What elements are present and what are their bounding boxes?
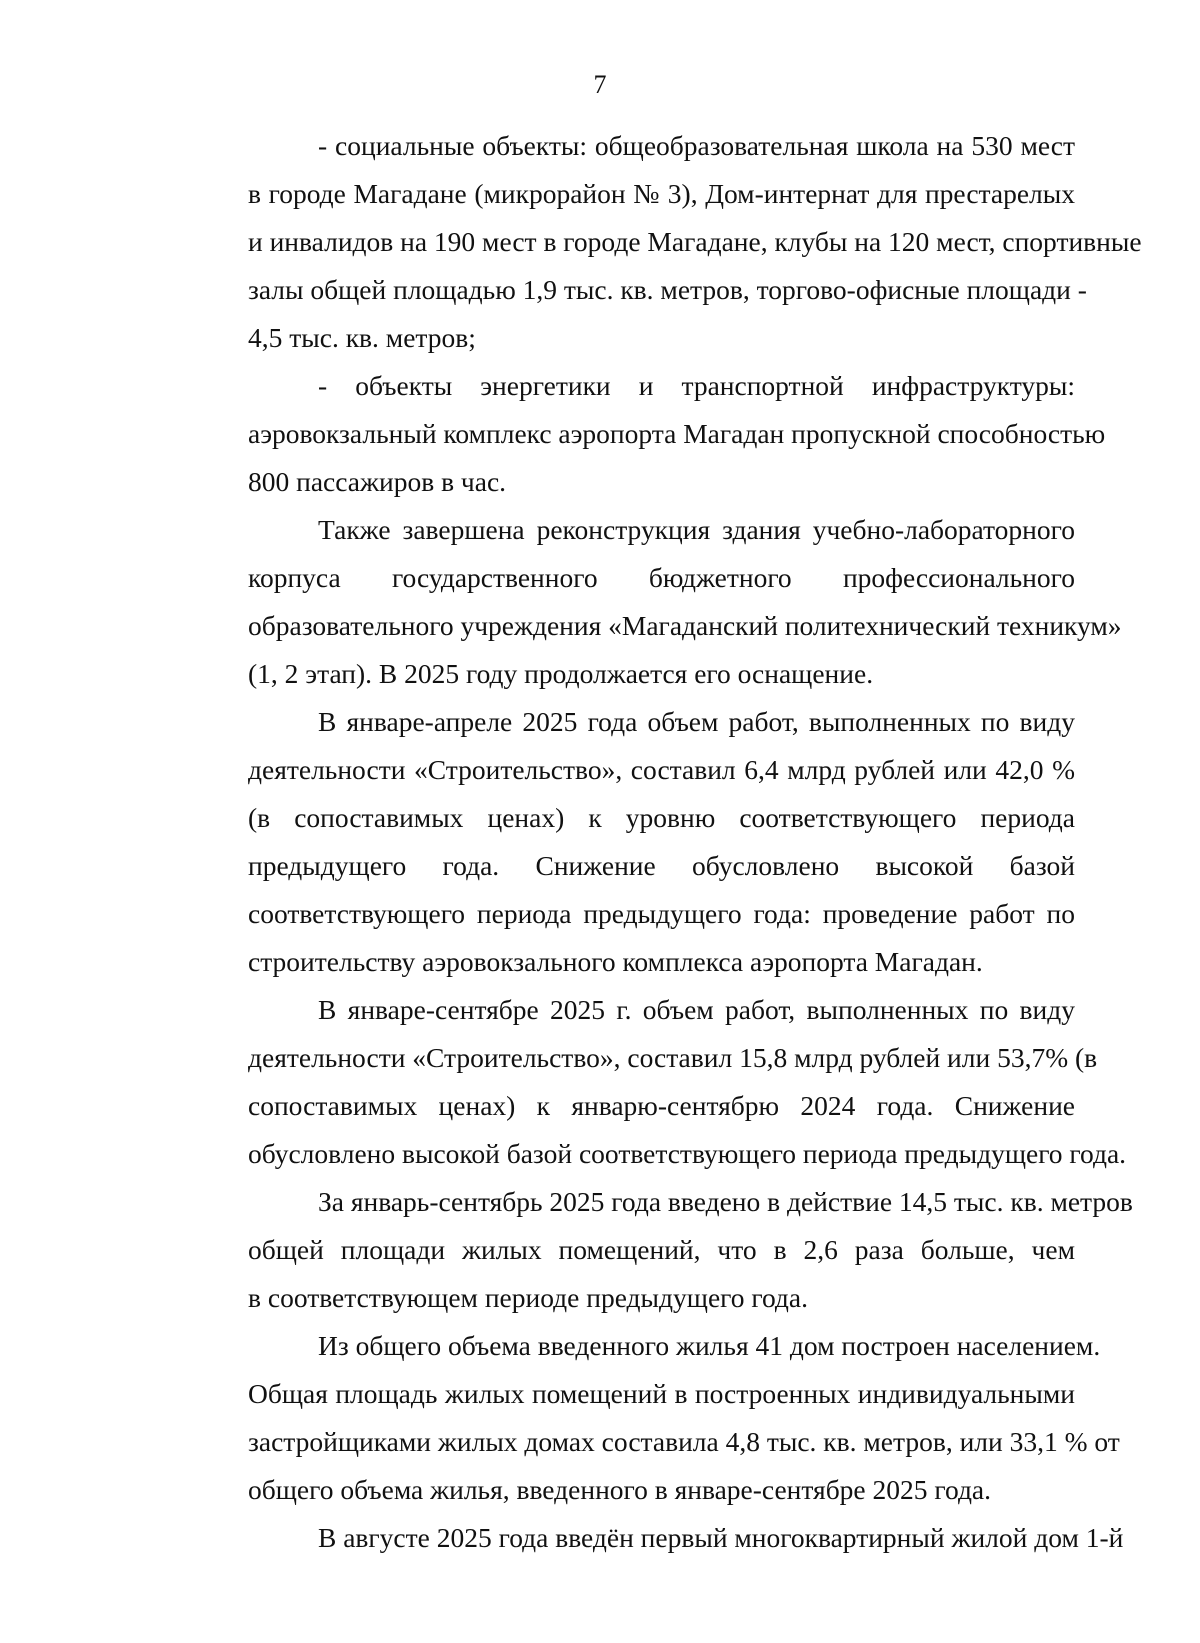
text-line: в городе Магадане (микрорайон № 3), Дом-интернат для престарелых	[248, 178, 1075, 209]
page-number: 7	[593, 70, 607, 99]
paragraph-august-apartment-building	[178, 1514, 1124, 1562]
paragraph-jan-apr-construction	[178, 698, 1075, 986]
text-line: Общая площадь жилых помещений в построенных индивидуальными	[248, 1378, 1075, 1409]
text-line: в соответствующем периоде предыдущего года.	[248, 1282, 808, 1313]
text-line: В январе-апреле 2025 года объем работ, выполненных по виду	[318, 706, 1075, 737]
text-line: предыдущего года. Снижение обусловлено высокой базой	[248, 850, 1075, 881]
text-line: (1, 2 этап). В 2025 году продолжается его оснащение.	[248, 658, 874, 689]
text-line: образовательного учреждения «Магаданский политехнический техникум»	[248, 610, 1122, 641]
text-line: застройщиками жилых домах составила 4,8 тыс. кв. метров, или 33,1 % от	[248, 1426, 1120, 1457]
text-line: строительству аэровокзального комплекса аэропорта Магадан.	[248, 946, 983, 977]
text-line: деятельности «Строительство», составил 15,8 млрд рублей или 53,7% (в	[248, 1042, 1098, 1073]
text-line: Также завершена реконструкция здания учебно-лабораторного	[318, 514, 1075, 545]
text-line: сопоставимых ценах) к январю-сентябрю 2024 года. Снижение	[248, 1090, 1075, 1121]
text-line: В январе-сентябре 2025 г. объем работ, выполненных по виду	[318, 994, 1075, 1025]
text-line: деятельности «Строительство», составил 6,4 млрд рублей или 42,0 %	[248, 754, 1075, 785]
paragraph-social-objects	[178, 122, 1142, 362]
text-line: 800 пассажиров в час.	[248, 466, 507, 497]
text-line: соответствующего периода предыдущего года: проведение работ по	[248, 898, 1075, 929]
text-line: залы общей площадью 1,9 тыс. кв. метров, торгово-офисные площади -	[248, 274, 1087, 305]
text-line: и инвалидов на 190 мест в городе Магадане, клубы на 120 мест, спортивные	[248, 226, 1142, 257]
text-line: - объекты энергетики и транспортной инфраструктуры:	[318, 370, 1075, 401]
text-line: В августе 2025 года введён первый многоквартирный жилой дом 1-й	[318, 1522, 1124, 1553]
text-line: обусловлено высокой базой соответствующего периода предыдущего года.	[248, 1138, 1127, 1169]
text-line: общей площади жилых помещений, что в 2,6 раза больше, чем	[248, 1234, 1075, 1265]
paragraph-individual-housing	[178, 1322, 1120, 1514]
paragraph-jan-sep-construction	[178, 986, 1127, 1178]
document-body	[178, 122, 1142, 1562]
text-line: аэровокзальный комплекс аэропорта Магадан пропускной способностью	[248, 418, 1106, 449]
paragraph-housing-commissioned	[178, 1178, 1133, 1322]
text-line: Из общего объема введенного жилья 41 дом построен населением.	[318, 1330, 1101, 1361]
text-line: корпуса государственного бюджетного профессионального	[248, 562, 1075, 593]
text-line: (в сопоставимых ценах) к уровню соответствующего периода	[248, 802, 1075, 833]
text-line: общего объема жилья, введенного в январе-сентябре 2025 года.	[248, 1474, 992, 1505]
paragraph-reconstruction	[178, 506, 1122, 698]
text-line: - социальные объекты: общеобразовательная школа на 530 мест	[318, 130, 1075, 161]
text-line: За январь-сентябрь 2025 года введено в действие 14,5 тыс. кв. метров	[318, 1186, 1133, 1217]
text-line: 4,5 тыс. кв. метров;	[248, 322, 476, 353]
paragraph-energy-transport	[178, 362, 1106, 506]
